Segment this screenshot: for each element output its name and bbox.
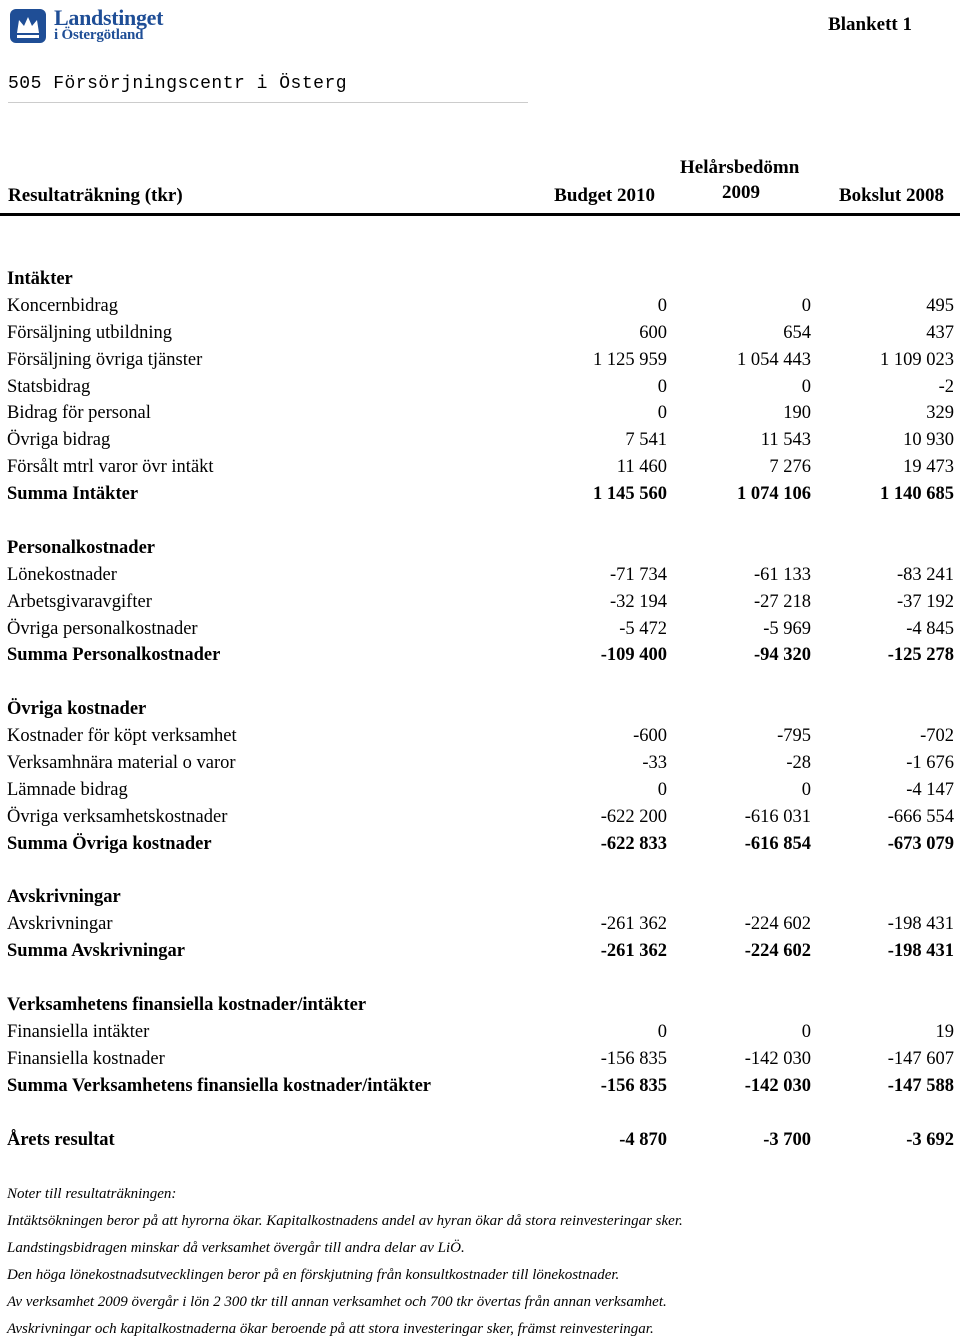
actual-2008-cell: -37 192 — [896, 591, 954, 612]
row-label: Arbetsgivaravgifter — [7, 591, 152, 612]
budget-2010-cell: 0 — [657, 1021, 667, 1042]
column-header-budget: Budget 2010 — [554, 185, 655, 206]
budget-2010-cell: -71 734 — [609, 564, 667, 585]
forecast-2009-cell: -142 030 — [744, 1075, 811, 1096]
section-heading-row — [0, 696, 960, 723]
form-label: Blankett 1 — [828, 14, 912, 35]
income-statement-table — [0, 266, 960, 1153]
forecast-2009-cell: -94 320 — [753, 645, 811, 666]
note-line: Av verksamhet 2009 övergår i lön 2 300 tkr till annan verksamhet och 700 tkr övertas från annan verksamhet. — [7, 1294, 667, 1310]
forecast-2009-cell: 0 — [801, 1021, 811, 1042]
actual-2008-cell: -2 — [938, 376, 954, 397]
table-row — [0, 1046, 960, 1073]
budget-2010-cell: -33 — [642, 753, 667, 774]
table-row — [0, 374, 960, 401]
forecast-2009-cell: -142 030 — [744, 1048, 811, 1069]
budget-2010-cell: 0 — [657, 779, 667, 800]
actual-2008-cell: 1 140 685 — [880, 484, 954, 505]
row-label: Lämnade bidrag — [7, 779, 128, 800]
forecast-2009-cell: -224 602 — [744, 914, 811, 935]
budget-2010-cell: 1 145 560 — [593, 484, 667, 505]
budget-2010-cell: -261 362 — [600, 941, 667, 962]
row-label: Försäljning utbildning — [7, 322, 172, 343]
forecast-2009-cell: 11 543 — [760, 430, 811, 451]
budget-2010-cell: -5 472 — [619, 618, 667, 639]
budget-2010-cell: -622 833 — [600, 833, 667, 854]
spacer-row — [0, 1100, 960, 1127]
summary-row — [0, 831, 960, 858]
section-heading-row — [0, 992, 960, 1019]
forecast-2009-cell: -5 969 — [763, 618, 811, 639]
section-heading-row — [0, 535, 960, 562]
budget-2010-cell: -261 362 — [600, 914, 667, 935]
summary-row — [0, 481, 960, 508]
budget-2010-cell: 11 460 — [616, 457, 667, 478]
logo-text-line1: Landstinget — [54, 5, 164, 30]
row-label: Intäkter — [7, 269, 73, 289]
table-row — [0, 427, 960, 454]
spacer-row — [0, 669, 960, 696]
row-label: Finansiella intäkter — [7, 1021, 150, 1042]
section-heading-row — [0, 266, 960, 293]
actual-2008-cell: 1 109 023 — [880, 349, 954, 370]
actual-2008-cell: -1 676 — [906, 753, 954, 774]
table-row — [0, 347, 960, 374]
row-label: Personalkostnader — [7, 537, 155, 558]
note-line: Intäktsökningen beror på att hyrorna ökar. Kapitalkostnadens andel av hyran ökar då stora reinvesteringar sker. — [7, 1213, 683, 1229]
row-label: Statsbidrag — [7, 376, 91, 397]
actual-2008-cell: -4 147 — [906, 779, 954, 800]
row-label: Årets resultat — [7, 1129, 115, 1150]
budget-2010-cell: -4 870 — [619, 1129, 667, 1150]
actual-2008-cell: -83 241 — [896, 564, 954, 585]
budget-2010-cell: 600 — [639, 322, 667, 343]
row-label: Lönekostnader — [7, 564, 117, 585]
row-label: Bidrag för personal — [7, 403, 151, 424]
table-row — [0, 400, 960, 427]
forecast-2009-cell: -28 — [786, 753, 811, 774]
budget-2010-cell: -156 835 — [600, 1075, 667, 1096]
budget-2010-cell: -156 835 — [600, 1048, 667, 1069]
forecast-2009-cell: 0 — [801, 779, 811, 800]
section-heading-row — [0, 884, 960, 911]
table-row — [0, 804, 960, 831]
row-label: Försäljning övriga tjänster — [7, 349, 203, 370]
spacer-row — [0, 858, 960, 885]
budget-2010-cell: 0 — [657, 403, 667, 424]
forecast-2009-cell: 1 074 106 — [737, 484, 811, 505]
forecast-2009-cell: -616 031 — [744, 806, 811, 827]
row-label: Summa Verksamhetens finansiella kostnader/intäkter — [7, 1075, 431, 1096]
header-rule — [0, 213, 960, 216]
forecast-2009-cell: 0 — [801, 376, 811, 397]
spacer-row — [0, 965, 960, 992]
budget-2010-cell: -109 400 — [600, 645, 667, 666]
budget-2010-cell: 7 541 — [625, 430, 667, 451]
forecast-2009-cell: -795 — [777, 726, 811, 747]
table-row — [0, 777, 960, 804]
table-row — [0, 911, 960, 938]
table-row — [0, 723, 960, 750]
table-title: Resultaträkning (tkr) — [8, 185, 183, 206]
column-header-actual: Bokslut 2008 — [838, 185, 944, 206]
row-label: Summa Intäkter — [7, 484, 139, 505]
actual-2008-cell: -198 431 — [887, 941, 954, 962]
actual-2008-cell: -673 079 — [887, 833, 954, 854]
summary-row — [0, 1127, 960, 1154]
forecast-2009-cell: 1 054 443 — [737, 349, 811, 370]
actual-2008-cell: 19 — [935, 1021, 954, 1042]
forecast-2009-cell: -616 854 — [744, 833, 811, 854]
unit-title: 505 Försörjningscentr i Österg — [8, 74, 348, 94]
row-label: Övriga bidrag — [7, 430, 111, 451]
row-label: Avskrivningar — [7, 887, 121, 908]
budget-2010-cell: -622 200 — [600, 806, 667, 827]
row-label: Finansiella kostnader — [7, 1048, 165, 1069]
row-label: Avskrivningar — [7, 914, 113, 935]
actual-2008-cell: -666 554 — [887, 806, 954, 827]
budget-2010-cell: -600 — [633, 726, 667, 747]
actual-2008-cell: 329 — [926, 403, 954, 424]
table-row — [0, 1019, 960, 1046]
row-label: Kostnader för köpt verksamhet — [7, 726, 237, 747]
summary-row — [0, 642, 960, 669]
note-line: Avskrivningar och kapitalkostnaderna ökar beroende på att stora investeringar sker, främst reinvesteringar. — [7, 1321, 654, 1337]
forecast-2009-cell: 190 — [783, 403, 811, 424]
row-label: Summa Personalkostnader — [7, 645, 221, 666]
forecast-2009-cell: -3 700 — [763, 1129, 811, 1150]
table-row — [0, 589, 960, 616]
forecast-2009-cell: 0 — [801, 295, 811, 316]
forecast-2009-cell: -61 133 — [753, 564, 811, 585]
budget-2010-cell: -32 194 — [609, 591, 667, 612]
forecast-2009-cell: 654 — [783, 322, 811, 343]
table-row — [0, 320, 960, 347]
row-label: Summa Avskrivningar — [7, 941, 186, 962]
logo-text-line2: i Östergötland — [54, 27, 144, 43]
actual-2008-cell: 437 — [926, 322, 954, 343]
actual-2008-cell: -198 431 — [887, 914, 954, 935]
row-label: Verksamhnära material o varor — [7, 753, 236, 774]
forecast-2009-cell: -224 602 — [744, 941, 811, 962]
table-row — [0, 454, 960, 481]
table-row — [0, 616, 960, 643]
row-label: Övriga kostnader — [7, 699, 147, 720]
crown-emblem-icon — [8, 7, 48, 45]
budget-2010-cell: 1 125 959 — [593, 349, 667, 370]
row-label: Övriga personalkostnader — [7, 618, 198, 639]
table-row — [0, 562, 960, 589]
row-label: Övriga verksamhetskostnader — [7, 806, 228, 827]
summary-row — [0, 1073, 960, 1100]
table-row — [0, 750, 960, 777]
row-label: Försålt mtrl varor övr intäkt — [7, 457, 214, 478]
notes-heading: Noter till resultaträkningen: — [7, 1186, 177, 1202]
actual-2008-cell: 19 473 — [903, 457, 954, 478]
spacer-row — [0, 508, 960, 535]
forecast-2009-cell: -27 218 — [753, 591, 811, 612]
note-line: Den höga lönekostnadsutvecklingen beror på en förskjutning från konsultkostnader till lönekostnader. — [7, 1267, 620, 1283]
forecast-2009-cell: 7 276 — [769, 457, 811, 478]
landstinget-logo — [8, 5, 188, 47]
row-label: Koncernbidrag — [7, 295, 118, 316]
summary-row — [0, 938, 960, 965]
actual-2008-cell: -147 607 — [887, 1048, 954, 1069]
budget-2010-cell: 0 — [657, 295, 667, 316]
actual-2008-cell: -3 692 — [906, 1129, 954, 1150]
row-label: Verksamhetens finansiella kostnader/intäkter — [7, 995, 367, 1016]
actual-2008-cell: 10 930 — [903, 430, 954, 451]
table-row — [0, 293, 960, 320]
column-header-forecast-line2: 2009 — [722, 182, 760, 203]
actual-2008-cell: -702 — [920, 726, 954, 747]
row-label: Summa Övriga kostnader — [7, 833, 212, 854]
unit-title-rule — [8, 102, 528, 103]
actual-2008-cell: -4 845 — [906, 618, 954, 639]
actual-2008-cell: 495 — [926, 295, 954, 316]
actual-2008-cell: -125 278 — [887, 645, 954, 666]
column-header-forecast-line1: Helårsbedömn — [680, 157, 800, 178]
notes-section — [7, 1181, 957, 1343]
actual-2008-cell: -147 588 — [887, 1075, 954, 1096]
note-line: Landstingsbidragen minskar då verksamhet övergår till andra delar av LiÖ. — [7, 1240, 465, 1256]
budget-2010-cell: 0 — [657, 376, 667, 397]
